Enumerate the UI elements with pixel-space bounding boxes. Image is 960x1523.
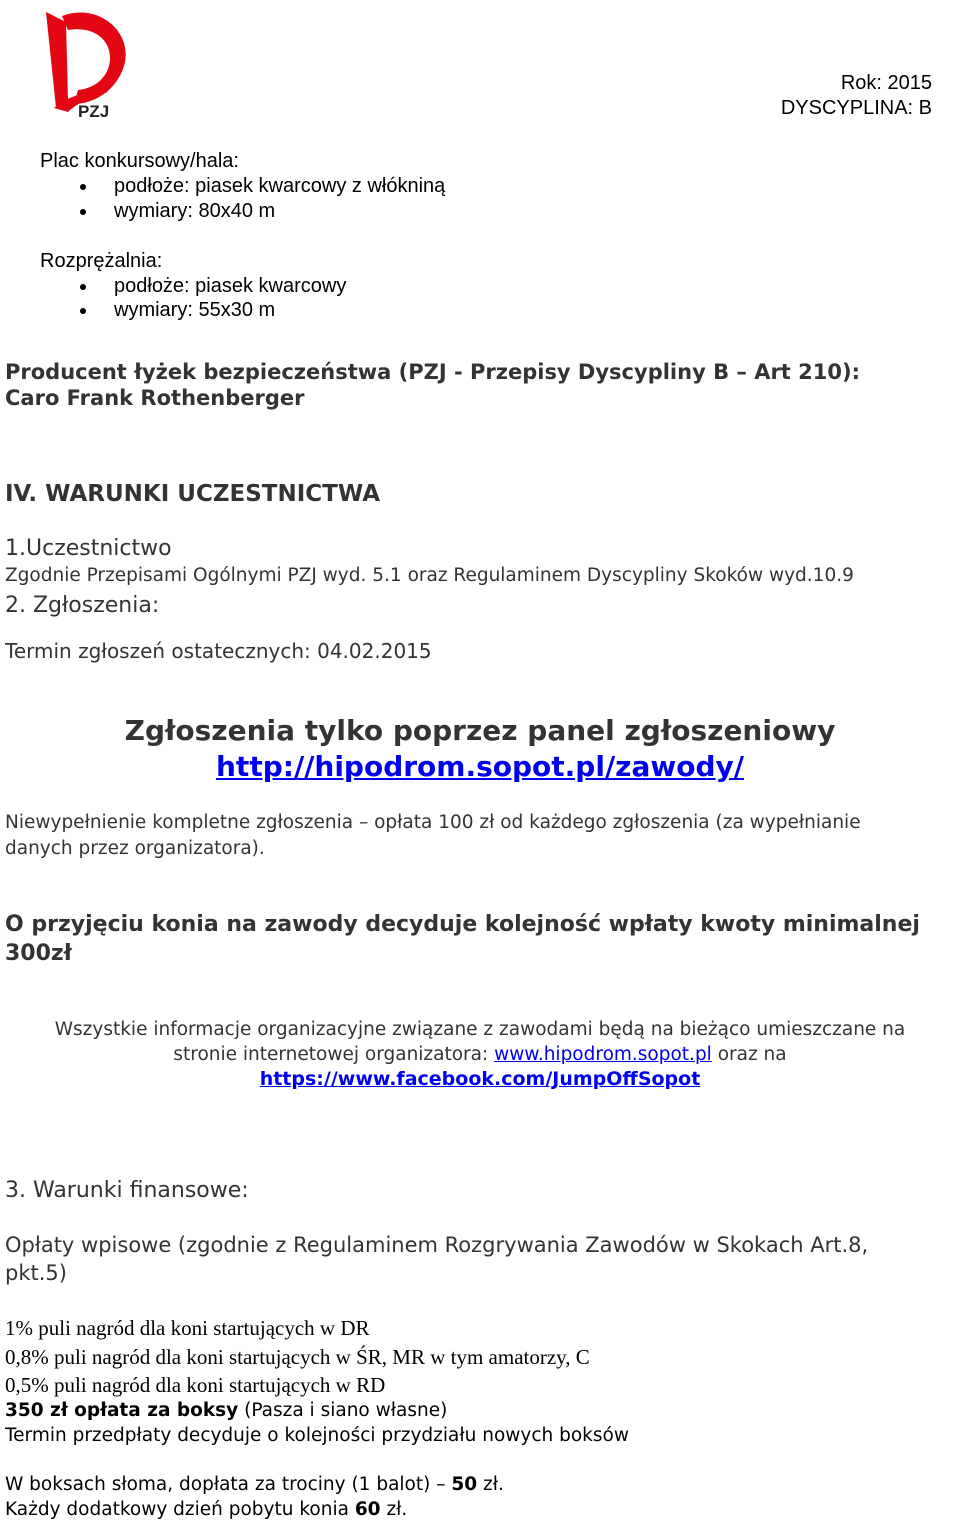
fees-text: Opłaty wpisowe (zgodnie z Regulaminem Rozgrywania Zawodów w Skokach Art.8,	[5, 1233, 869, 1257]
bullet	[80, 209, 86, 215]
fee-text: danych przez organizatora).	[5, 838, 265, 859]
pzj-logo	[38, 4, 138, 128]
subsection-title: 2. Zgłoszenia:	[5, 593, 160, 618]
day-unit: zł.	[380, 1499, 408, 1520]
cups-line2: Caro Frank Rothenberger	[5, 386, 305, 410]
fee-text: Niewypełnienie kompletne zgłoszenia – opłata 100 zł od każdego zgłoszenia (za wypełnianie	[5, 812, 861, 833]
day-text: Każdy dodatkowy dzień pobytu konia	[5, 1499, 355, 1520]
info-line2	[0, 1044, 960, 1065]
straw-text: W boksach słoma, dopłata za trociny (1 balot) –	[5, 1474, 452, 1495]
bullet	[80, 308, 86, 314]
panel-heading: Zgłoszenia tylko poprzez panel zgłoszeniowy	[124, 714, 836, 747]
order-text: O przyjęciu konia na zawody decyduje kolejność wpłaty kwoty minimalnej	[5, 912, 920, 937]
info-text: oraz na	[711, 1044, 787, 1065]
arena-title: Plac konkursowy/hala:	[40, 150, 239, 172]
arena-item: wymiary: 80x40 m	[114, 200, 276, 222]
subsection-title: 1.Uczestnictwo	[5, 536, 172, 561]
warmup-title: Rozprężalnia:	[40, 250, 163, 272]
prize-text: 0,8% puli nagród dla koni startujących w ŚR, MR w tym amatorzy, C	[5, 1345, 590, 1369]
header-discipline: DYSCYPLINA: B	[780, 97, 932, 119]
straw-unit: zł.	[477, 1474, 504, 1495]
prize-text: 1% puli nagród dla koni startujących w DR	[5, 1316, 370, 1340]
facebook-link[interactable]: https://www.facebook.com/JumpOffSopot	[259, 1068, 701, 1090]
order-text: 300zł	[5, 941, 72, 966]
info-text: Wszystkie informacje organizacyjne związane z zawodami będą na bieżąco umieszczane na	[54, 1019, 906, 1040]
bullet	[80, 284, 86, 290]
deadline-text: Termin zgłoszeń ostatecznych: 04.02.2015	[5, 639, 432, 663]
paragraph: Zgodnie Przepisami Ogólnymi PZJ wyd. 5.1 oraz Regulaminem Dyscypliny Skoków wyd.10.9	[5, 565, 854, 586]
straw-price: 50	[451, 1474, 478, 1495]
box-note: (Pasza i siano własne)	[238, 1400, 448, 1421]
prepay-text: Termin przedpłaty decyduje o kolejności przydziału nowych boksów	[5, 1425, 629, 1446]
fees-text: pkt.5)	[5, 1261, 67, 1285]
warmup-item: wymiary: 55x30 m	[114, 299, 276, 321]
panel-url-link[interactable]: http://hipodrom.sopot.pl/zawody/	[216, 750, 744, 783]
arena-item: podłoże: piasek kwarcowy z włókniną	[114, 175, 446, 197]
cups-line1: Producent łyżek bezpieczeństwa (PZJ - Przepisy Dyscypliny B – Art 210):	[5, 360, 860, 384]
warmup-item: podłoże: piasek kwarcowy	[114, 275, 347, 297]
day-line	[5, 1499, 407, 1520]
header-year: Rok: 2015	[840, 72, 932, 94]
panel-url-wrap	[0, 750, 960, 783]
box-fee: 350 zł opłata za boksy	[5, 1400, 239, 1421]
website-link[interactable]: www.hipodrom.sopot.pl	[494, 1044, 712, 1065]
day-price: 60	[354, 1499, 381, 1520]
info-text: stronie internetowej organizatora:	[173, 1044, 495, 1065]
facebook-wrap	[0, 1068, 960, 1090]
straw-line	[5, 1474, 504, 1495]
logo-text: PZJ	[78, 102, 110, 121]
finance-title: 3. Warunki finansowe:	[5, 1178, 249, 1203]
prize-text: 0,5% puli nagród dla koni startujących w RD	[5, 1373, 386, 1397]
box-line	[5, 1400, 447, 1421]
section-title: IV. WARUNKI UCZESTNICTWA	[5, 481, 381, 507]
bullet	[80, 184, 86, 190]
